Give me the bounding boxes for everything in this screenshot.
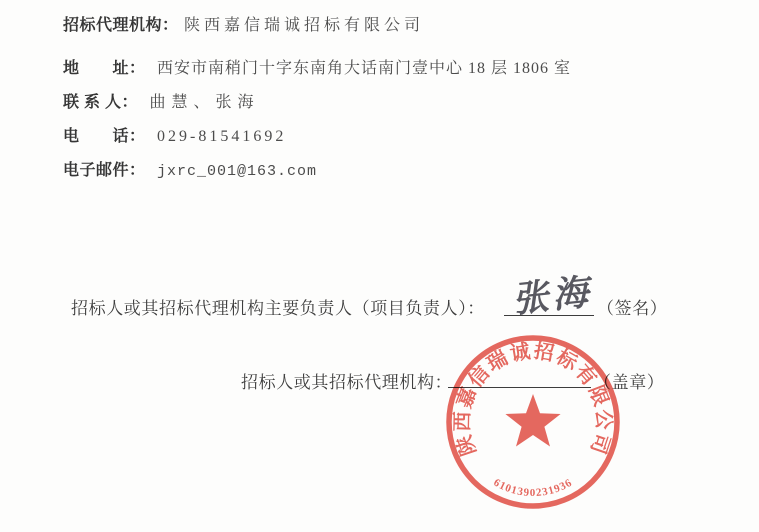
phone-label: 电 话: [63, 128, 130, 145]
phone-row: [63, 127, 286, 147]
address-label: 地 址: [63, 60, 130, 77]
company-seal-stamp: [438, 327, 628, 517]
email-row: [63, 161, 317, 182]
svg-text:6101390231936: [491, 477, 574, 499]
responsible-person-label: 招标人或其招标代理机构主要负责人（项目负责人）：: [71, 299, 485, 318]
seal-serial-number: 6101390231936: [491, 476, 575, 500]
contact-person-value: 曲慧、张海: [149, 94, 260, 111]
contact-person-label: 联 系 人: [63, 94, 122, 111]
label-colon: ：: [162, 17, 179, 34]
phone-value: 029-81541692: [157, 128, 287, 145]
label-colon: ：: [129, 128, 146, 145]
label-colon: ：: [129, 60, 146, 77]
email-value: jxrc_001@163.com: [157, 163, 318, 180]
agency-value: 陕西嘉信瑞诚招标有限公司: [184, 17, 425, 34]
label-colon: ：: [129, 162, 146, 179]
agency-label: 招标代理机构: [63, 17, 163, 34]
seal-here-hint: （盖章）: [594, 373, 665, 392]
agency-row: [63, 16, 424, 36]
seal-star-icon: [505, 394, 560, 447]
contact-person-row: [63, 93, 260, 113]
address-value: 西安市南稍门十字东南角大话南门壹中心 18 层 1806 室: [157, 60, 572, 77]
sign-here-hint: （签名）: [597, 299, 668, 318]
handwritten-signature: 张海: [510, 271, 595, 321]
address-row: [63, 59, 571, 79]
email-label: 电子邮件: [63, 162, 130, 179]
agency-seal-label: 招标人或其招标代理机构：: [241, 373, 453, 392]
signature-underline: [504, 315, 594, 316]
label-colon: ：: [121, 94, 138, 111]
seal-company-name: 陕西嘉信瑞诚招标有限公司: [451, 340, 615, 459]
